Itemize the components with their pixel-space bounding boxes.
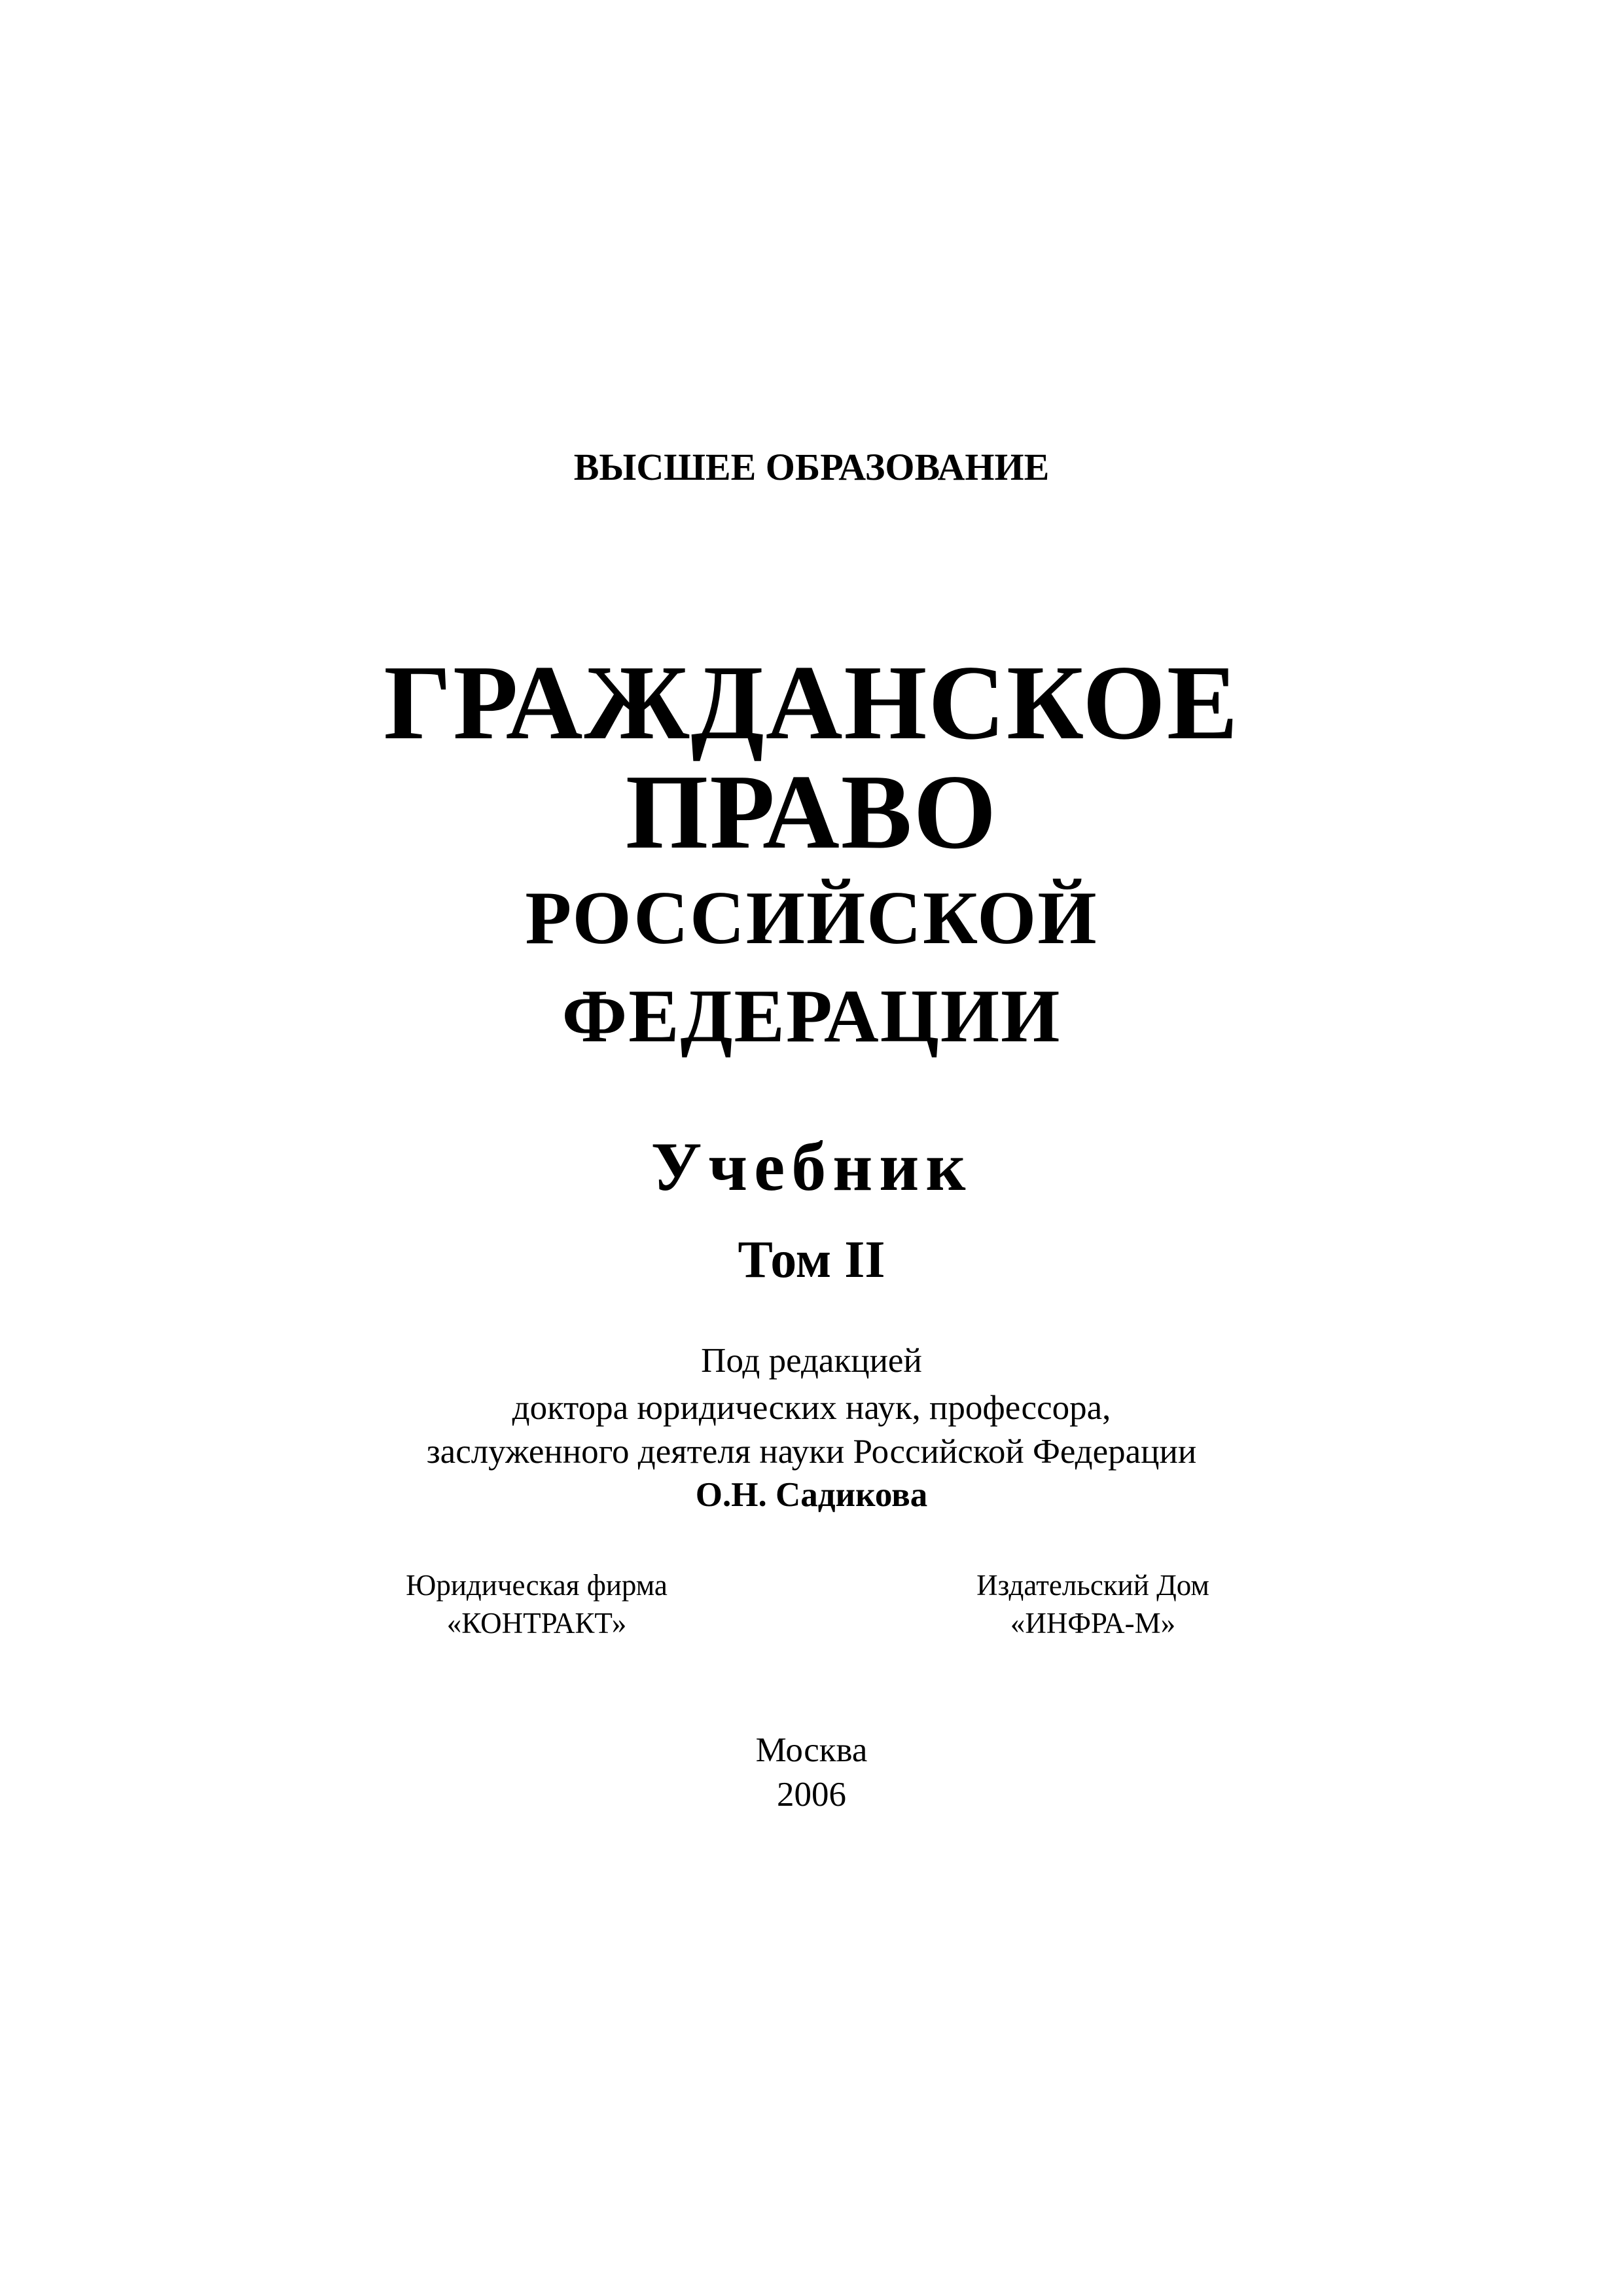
publisher-right-type: Издательский Дом (976, 1569, 1209, 1602)
editor-honor: заслуженного деятеля науки Российской Федерации (426, 1433, 1197, 1471)
series-label: ВЫСШЕЕ ОБРАЗОВАНИЕ (573, 446, 1050, 488)
title-line-3: РОССИЙСКОЙ (525, 876, 1098, 960)
editor-name: О.Н. Садикова (695, 1476, 928, 1514)
editor-degree: доктора юридических наук, профессора, (512, 1389, 1111, 1427)
publisher-left-type: Юридическая фирма (406, 1569, 668, 1602)
publisher-right (949, 1571, 1237, 1647)
book-subtitle: Учебник (651, 1128, 972, 1205)
title-line-2: ПРАВО (625, 753, 998, 871)
volume-number: Том II (738, 1231, 885, 1289)
imprint-year: 2006 (777, 1776, 846, 1814)
title-line-1: ГРАЖДАНСКОЕ (383, 644, 1240, 762)
publisher-left-name: «КОНТРАКТ» (446, 1607, 627, 1640)
publisher-right-name: «ИНФРА-М» (1010, 1607, 1176, 1640)
publisher-left (393, 1571, 681, 1647)
editor-intro: Под редакцией (701, 1342, 922, 1380)
imprint-city: Москва (755, 1731, 868, 1769)
title-line-4: ФЕДЕРАЦИИ (562, 975, 1061, 1058)
